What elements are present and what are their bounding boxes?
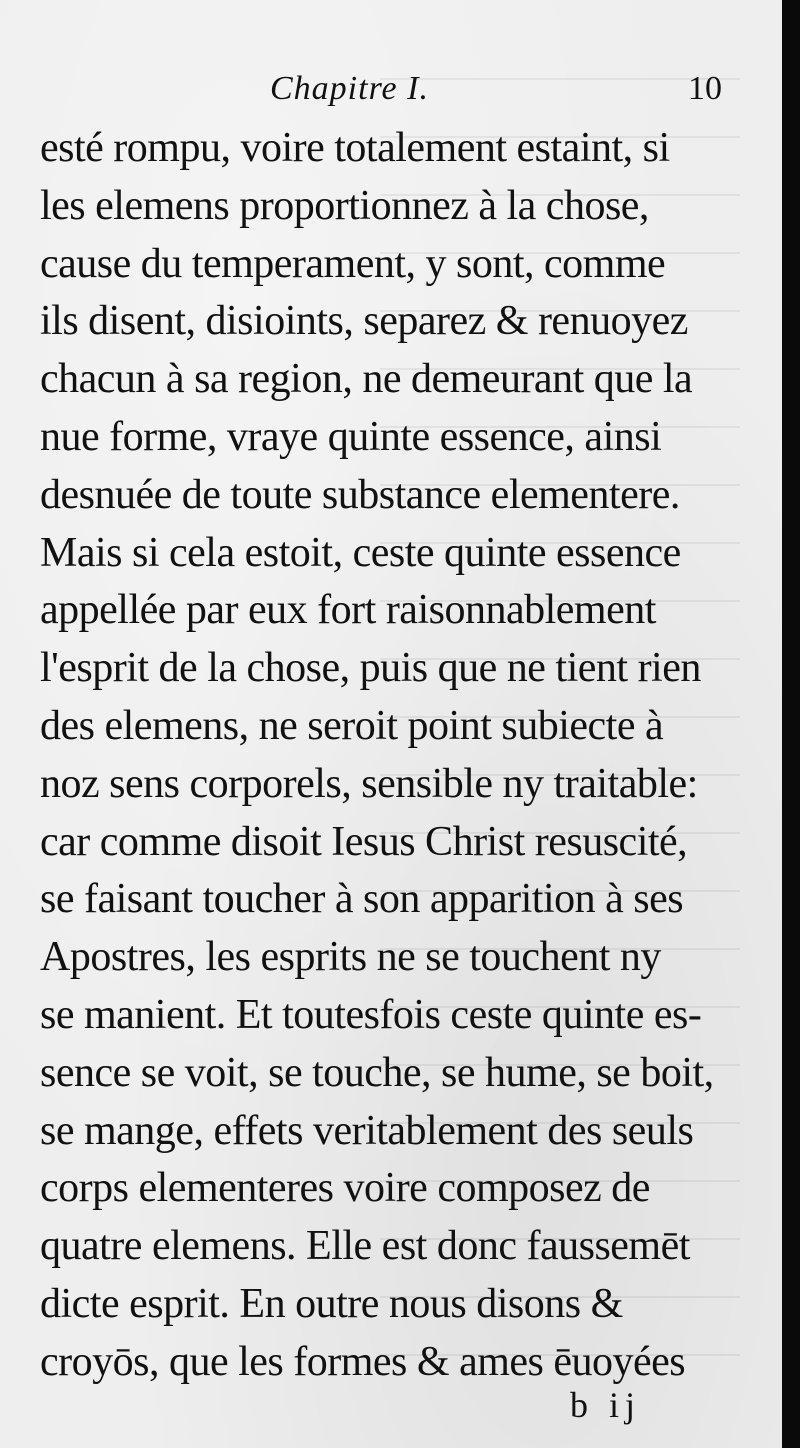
text-line: l'esprit de la chose, puis que ne tient rien — [40, 645, 701, 692]
text-line: appellée par eux fort raisonnablement — [40, 587, 656, 634]
text-line: croyōs, que les formes & ames ēuoyées — [40, 1338, 686, 1385]
text-line: chacun à sa region, ne demeurant que la — [40, 356, 693, 403]
text-line: Apostres, les esprits ne se touchent ny — [40, 934, 661, 981]
text-line: noz sens corporels, sensible ny traitable: — [40, 760, 698, 807]
page-header — [0, 70, 782, 120]
text-line: les elemens proportionnez à la chose, — [40, 182, 649, 229]
text-line: quatre elemens. Elle est donc faussemēt — [40, 1223, 690, 1270]
text-line: Mais si cela estoit, ceste quinte essence — [40, 529, 681, 576]
text-line: car comme disoit Iesus Christ resuscité, — [40, 818, 688, 865]
text-line: se faisant toucher à son apparition à ses — [40, 876, 684, 923]
page-edge-shadow — [782, 0, 800, 1448]
page-number: 10 — [688, 70, 722, 107]
text-line: desnuée de toute substance elementere. — [40, 471, 680, 518]
signature-mark: b ij — [570, 1385, 642, 1425]
text-line: des elemens, ne seroit point subiecte à — [40, 702, 664, 749]
text-line: dicte esprit. En outre nous disons & — [40, 1280, 623, 1327]
text-line: ils disent, disioints, separez & renuoyez — [40, 298, 688, 345]
body-text — [40, 120, 770, 1392]
text-line: corps elementeres voire composez de — [40, 1165, 650, 1212]
text-line: nue forme, vraye quinte essence, ainsi — [40, 413, 662, 460]
text-line: cause du temperament, y sont, comme — [40, 240, 666, 287]
text-line: esté rompu, voire totalement estaint, si — [40, 125, 670, 171]
text-line: se manient. Et toutesfois ceste quinte es- — [40, 991, 702, 1038]
text-line: sence se voit, se touche, se hume, se boit, — [40, 1049, 714, 1096]
running-head: Chapitre I. — [270, 70, 429, 107]
text-line: se mange, effets veritablement des seuls — [40, 1107, 694, 1154]
